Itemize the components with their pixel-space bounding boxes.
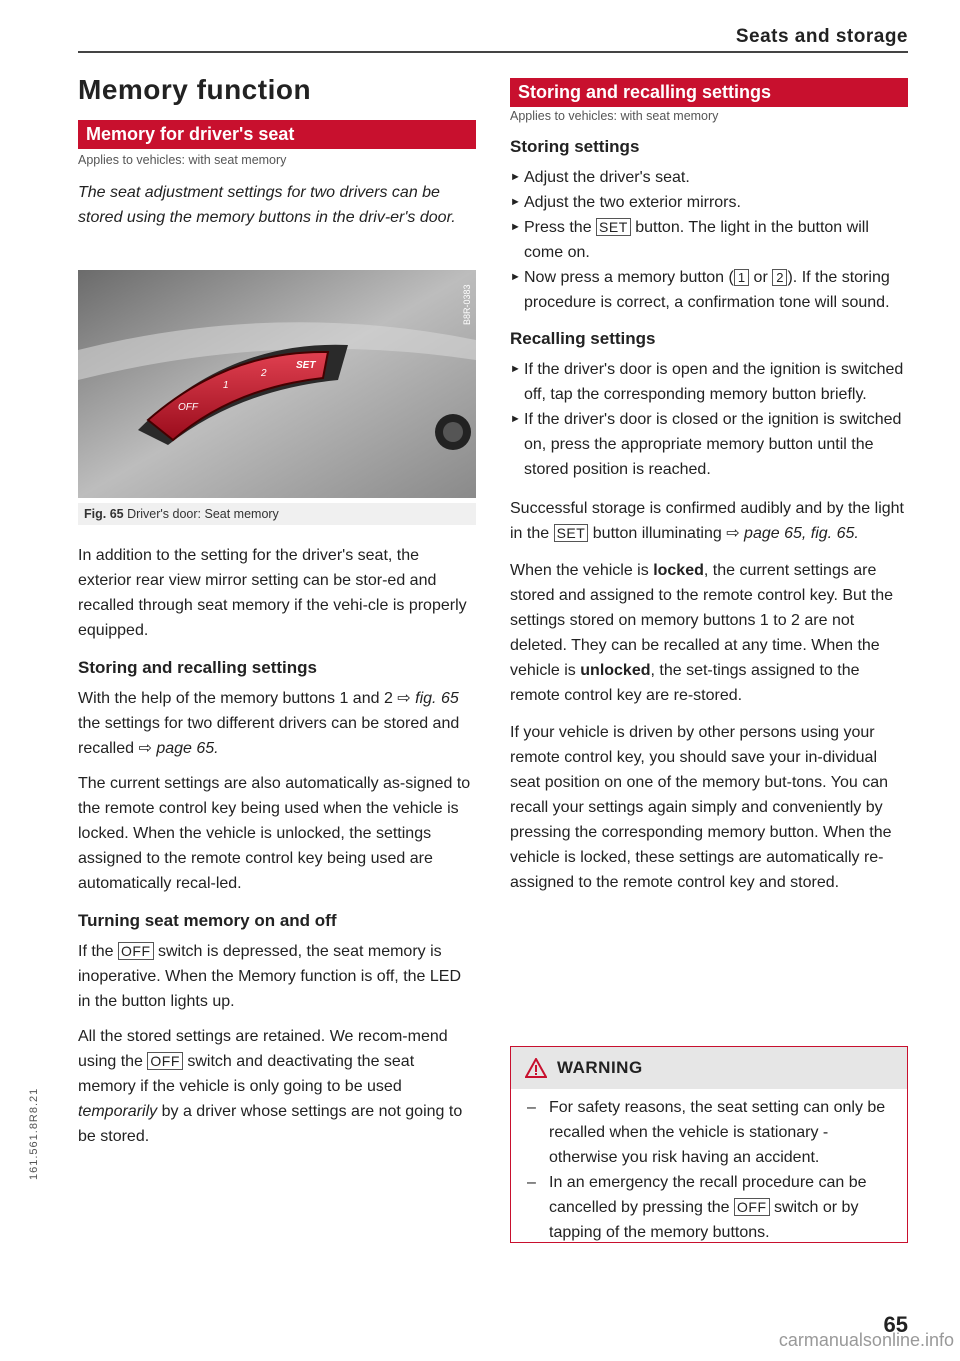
storing-steps-list: [510, 165, 908, 315]
right-applies-note: Applies to vehicles: with seat memory: [510, 109, 719, 123]
mirror-paragraph: In addition to the setting for the driver's seat, the exterior rear view mirror setting can be stor-ed and recalled through seat memory if the vehi-cle is properly equipped.: [78, 547, 467, 639]
off-button-label: OFF: [178, 402, 198, 413]
recalling-settings-heading: Recalling settings: [510, 329, 656, 348]
watermark: carmanualsonline.info: [778, 1330, 954, 1350]
figure-code: B8R-0383: [462, 284, 472, 325]
list-item: – For safety reasons, the seat setting can only be recalled when the vehicle is stationary - otherwise you risk having an accident.: [527, 1099, 886, 1166]
retained-paragraph: All the stored settings are retained. We recom-mend using the OFF switch and deactivating the seat memory if the vehicle is only going to be used temporarily by a driver whose settings are not going to be stored.: [78, 1028, 463, 1145]
warning-box: [510, 1046, 908, 1243]
intro-text: The seat adjustment settings for two drivers can be stored using the memory buttons in the driv-er's door.: [78, 184, 456, 226]
list-item: ► If the driver's door is closed or the ignition is switched on, press the appropriate memory button until the stored position is reached.: [510, 411, 902, 478]
recalling-steps-list: [510, 357, 908, 482]
list-item: ► Now press a memory button ( 1 or 2 ). If the storing procedure is correct, a confirmation tone will sound.: [510, 269, 890, 311]
memory-2-label: 2: [261, 368, 267, 379]
set-key-icon: SET: [596, 218, 631, 236]
list-item: ► Adjust the driver's seat.: [510, 169, 690, 186]
right-column: [510, 78, 908, 895]
warning-title: WARNING: [557, 1058, 643, 1077]
set-key-icon: SET: [554, 524, 589, 542]
figure-caption: Fig. 65 Driver's door: Seat memory: [78, 503, 476, 525]
memory-buttons-paragraph: With the help of the memory buttons 1 and 2 ⇨ fig. 65 the settings for two different drivers can be stored and recalled ⇨ page 65.: [78, 690, 460, 757]
list-item: ► Adjust the two exterior mirrors.: [510, 194, 741, 211]
set-button-label: SET: [296, 360, 316, 371]
side-document-code: 161.561.8R8.21: [28, 1087, 40, 1180]
off-switch-paragraph: If the OFF switch is depressed, the seat memory is inoperative. When the Memory function is off, the LED in the button lights up.: [78, 943, 462, 1010]
other-persons-paragraph: If your vehicle is driven by other persons using your remote control key, you should save your in-dividual seat position on one of the memory but-tons. You can recall your settings again simply and conveniently by pressing the corresponding memory button. When the vehicle is locked, these settings are automatically re-assigned to the remote control key and stored.: [510, 724, 892, 891]
warning-header: [511, 1047, 907, 1089]
memory-2-key-icon: 2: [772, 269, 787, 286]
warning-triangle-icon: [525, 1058, 547, 1078]
storing-settings-heading: Storing settings: [510, 137, 640, 156]
door-panel-illustration: [78, 270, 476, 498]
page-heading: Memory function: [78, 74, 312, 105]
figure-seat-memory: [78, 270, 476, 521]
warning-list: [511, 1089, 907, 1245]
off-key-icon: OFF: [118, 942, 154, 960]
header-rule: [78, 51, 908, 53]
remote-key-paragraph: The current settings are also automatically as-signed to the remote control key being used when the vehicle is locked. When the vehicle is unlocked, the settings assigned to the remote control key being used are automatically recal-led.: [78, 775, 471, 892]
list-item: ► Press the SET button. The light in the button will come on.: [510, 219, 869, 261]
memory-1-key-icon: 1: [734, 269, 749, 286]
left-applies-note: Applies to vehicles: with seat memory: [78, 153, 287, 167]
page-number: 65: [883, 1312, 908, 1337]
memory-1-label: 1: [223, 380, 229, 391]
left-section-bar: Memory for driver's seat: [78, 120, 476, 149]
list-item: ► If the driver's door is open and the ignition is switched off, tap the corresponding memory button briefly.: [510, 361, 904, 403]
locked-paragraph: When the vehicle is locked, the current settings are stored and assigned to the remote control key. But the settings stored on memory buttons 1 to 2 are not deleted. They can be recalled at any time. When the vehicle is unlocked, the set-tings assigned to the remote control key are re-stored.: [510, 562, 894, 704]
list-item: – In an emergency the recall procedure can be cancelled by pressing the OFF switch or by tapping of the memory buttons.: [527, 1174, 867, 1241]
left-body: [78, 543, 476, 1149]
off-key-icon: OFF: [734, 1198, 770, 1216]
right-section-bar: Storing and recalling settings: [510, 78, 908, 107]
turning-memory-heading: Turning seat memory on and off: [78, 911, 337, 930]
off-key-icon: OFF: [147, 1052, 183, 1070]
section-title: Seats and storage: [735, 26, 908, 47]
confirmation-paragraph: Successful storage is confirmed audibly and by the light in the SET button illuminating ⇨ page 65, fig. 65.: [510, 500, 904, 542]
storing-recalling-heading: Storing and recalling settings: [78, 658, 317, 677]
